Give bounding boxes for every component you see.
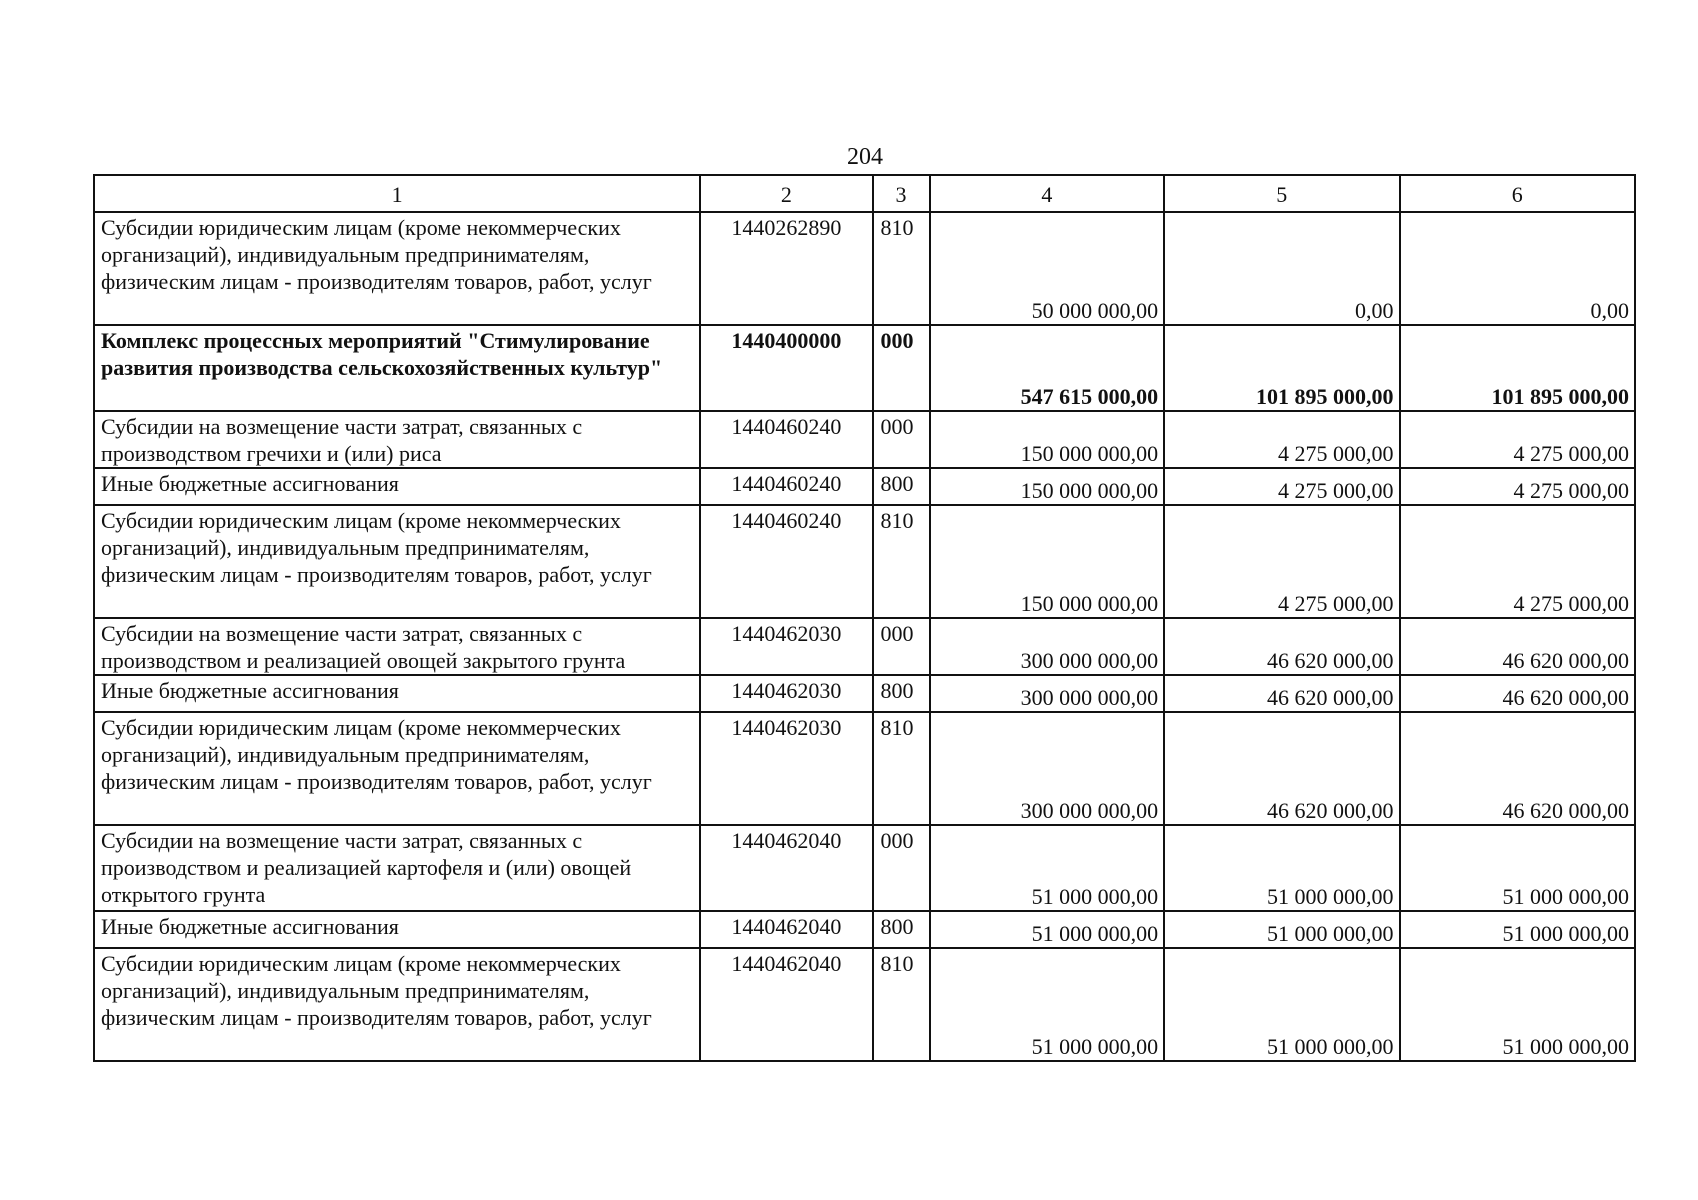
row-value-4: 300 000 000,00 (930, 712, 1164, 825)
row-name: Иные бюджетные ассигнования (94, 911, 700, 948)
row-value-6: 51 000 000,00 (1400, 911, 1635, 948)
row-type: 000 (873, 325, 930, 411)
row-name: Субсидии юридическим лицам (кроме некоммерческих организаций), индивидуальным предпринимателям, физическим лицам - производителям товаров, работ, услуг (94, 948, 700, 1061)
row-name: Субсидии юридическим лицам (кроме некоммерческих организаций), индивидуальным предпринимателям, физическим лицам - производителям товаров, работ, услуг (94, 505, 700, 618)
row-code: 1440460240 (700, 411, 872, 468)
row-code: 1440462040 (700, 911, 872, 948)
row-value-5: 101 895 000,00 (1164, 325, 1399, 411)
row-value-4: 150 000 000,00 (930, 411, 1164, 468)
row-value-4: 51 000 000,00 (930, 911, 1164, 948)
table-row (94, 505, 1635, 618)
row-value-5: 46 620 000,00 (1164, 712, 1399, 825)
row-code: 1440262890 (700, 212, 872, 325)
row-code: 1440462040 (700, 825, 872, 911)
budget-table (93, 174, 1636, 1062)
table-row (94, 212, 1635, 325)
column-header: 1 (94, 175, 700, 212)
row-value-6: 46 620 000,00 (1400, 618, 1635, 675)
table-row (94, 712, 1635, 825)
row-value-5: 4 275 000,00 (1164, 468, 1399, 505)
row-code: 1440462040 (700, 948, 872, 1061)
column-header: 3 (873, 175, 930, 212)
page-number: 204 (847, 144, 883, 170)
row-name: Субсидии юридическим лицам (кроме некоммерческих организаций), индивидуальным предпринимателям, физическим лицам - производителям товаров, работ, услуг (94, 212, 700, 325)
row-value-5: 51 000 000,00 (1164, 911, 1399, 948)
row-code: 1440400000 (700, 325, 872, 411)
row-code: 1440462030 (700, 618, 872, 675)
row-value-5: 46 620 000,00 (1164, 618, 1399, 675)
row-value-5: 46 620 000,00 (1164, 675, 1399, 712)
row-value-4: 51 000 000,00 (930, 948, 1164, 1061)
table-header-row (94, 175, 1635, 212)
row-type: 000 (873, 825, 930, 911)
row-code: 1440460240 (700, 468, 872, 505)
row-code: 1440460240 (700, 505, 872, 618)
row-value-5: 51 000 000,00 (1164, 948, 1399, 1061)
row-code: 1440462030 (700, 675, 872, 712)
row-name: Иные бюджетные ассигнования (94, 675, 700, 712)
row-value-6: 101 895 000,00 (1400, 325, 1635, 411)
row-type: 810 (873, 505, 930, 618)
table-row (94, 948, 1635, 1061)
row-value-6: 51 000 000,00 (1400, 825, 1635, 911)
column-header: 2 (700, 175, 872, 212)
row-name: Субсидии на возмещение части затрат, связанных с производством и реализацией картофеля и (или) овощей открытого грунта (94, 825, 700, 911)
column-header: 4 (930, 175, 1164, 212)
row-value-4: 50 000 000,00 (930, 212, 1164, 325)
row-value-6: 46 620 000,00 (1400, 675, 1635, 712)
row-value-4: 150 000 000,00 (930, 468, 1164, 505)
column-header: 5 (1164, 175, 1399, 212)
row-type: 810 (873, 212, 930, 325)
row-name: Субсидии на возмещение части затрат, связанных с производством и реализацией овощей закрытого грунта (94, 618, 700, 675)
table-row (94, 825, 1635, 911)
row-value-6: 46 620 000,00 (1400, 712, 1635, 825)
row-name: Комплекс процессных мероприятий "Стимулирование развития производства сельскохозяйственных культур" (94, 325, 700, 411)
row-value-6: 4 275 000,00 (1400, 468, 1635, 505)
table-row (94, 468, 1635, 505)
row-value-4: 547 615 000,00 (930, 325, 1164, 411)
table-row (94, 675, 1635, 712)
row-name: Субсидии юридическим лицам (кроме некоммерческих организаций), индивидуальным предпринимателям, физическим лицам - производителям товаров, работ, услуг (94, 712, 700, 825)
row-value-5: 51 000 000,00 (1164, 825, 1399, 911)
row-value-4: 300 000 000,00 (930, 618, 1164, 675)
row-value-4: 300 000 000,00 (930, 675, 1164, 712)
row-value-5: 4 275 000,00 (1164, 505, 1399, 618)
row-type: 800 (873, 911, 930, 948)
row-type: 810 (873, 712, 930, 825)
table-row (94, 325, 1635, 411)
row-code: 1440462030 (700, 712, 872, 825)
row-name: Иные бюджетные ассигнования (94, 468, 700, 505)
row-type: 800 (873, 468, 930, 505)
row-type: 000 (873, 618, 930, 675)
row-value-4: 51 000 000,00 (930, 825, 1164, 911)
table-row (94, 411, 1635, 468)
row-value-6: 4 275 000,00 (1400, 411, 1635, 468)
row-value-6: 51 000 000,00 (1400, 948, 1635, 1061)
row-value-5: 4 275 000,00 (1164, 411, 1399, 468)
table-row (94, 911, 1635, 948)
row-name: Субсидии на возмещение части затрат, связанных с производством гречихи и (или) риса (94, 411, 700, 468)
row-value-5: 0,00 (1164, 212, 1399, 325)
row-type: 000 (873, 411, 930, 468)
row-value-4: 150 000 000,00 (930, 505, 1164, 618)
row-type: 810 (873, 948, 930, 1061)
table-row (94, 618, 1635, 675)
row-value-6: 0,00 (1400, 212, 1635, 325)
row-type: 800 (873, 675, 930, 712)
column-header: 6 (1400, 175, 1635, 212)
row-value-6: 4 275 000,00 (1400, 505, 1635, 618)
